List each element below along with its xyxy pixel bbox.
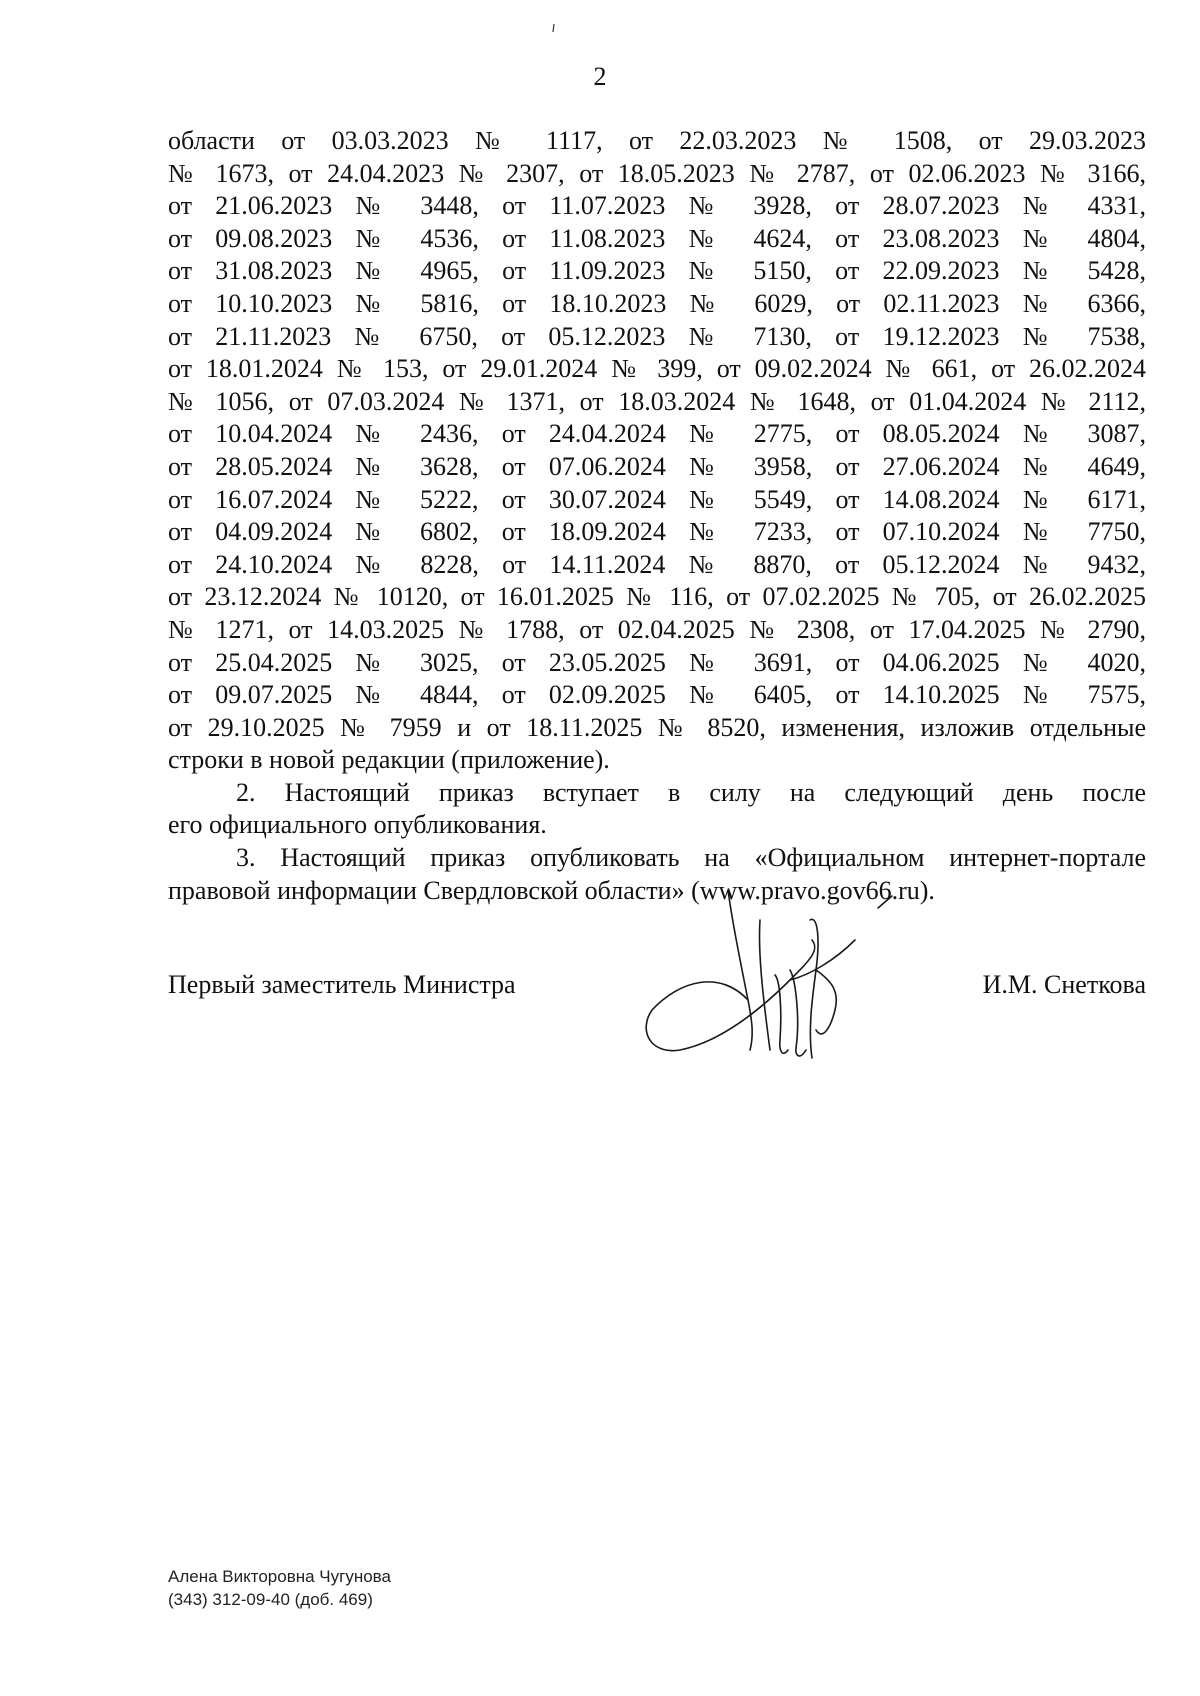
body-line: от 25.04.2025 № 3025, от 23.05.2025 № 3691, от 04.06.2025 № 4020, [168, 647, 1146, 677]
document-body [168, 125, 1146, 907]
signer-position: Первый заместитель Министра [168, 970, 516, 999]
body-line: № 1056, от 07.03.2024 № 1371, от 18.03.2024 № 1648, от 01.04.2024 № 2112, [168, 386, 1146, 416]
body-line: от 23.12.2024 № 10120, от 16.01.2025 № 116, от 07.02.2025 № 705, от 26.02.2025 [168, 582, 1146, 612]
body-line: от 21.06.2023 № 3448, от 11.07.2023 № 3928, от 28.07.2023 № 4331, [168, 191, 1146, 221]
body-line: № 1673, от 24.04.2023 № 2307, от 18.05.2023 № 2787, от 02.06.2023 № 3166, [168, 158, 1146, 188]
body-line: от 31.08.2023 № 4965, от 11.09.2023 № 5150, от 22.09.2023 № 5428, [168, 256, 1146, 286]
page-number: 2 [593, 62, 607, 91]
body-line: строки в новой редакции (приложение). [168, 745, 610, 775]
body-line: от 18.01.2024 № 153, от 29.01.2024 № 399, от 09.02.2024 № 661, от 26.02.2024 [168, 354, 1146, 384]
body-line: от 09.07.2025 № 4844, от 02.09.2025 № 6405, от 14.10.2025 № 7575, [168, 680, 1146, 710]
item-3-line: 3. Настоящий приказ опубликовать на «Официальном интернет-портале [236, 843, 1146, 873]
body-line: области от 03.03.2023 № 1117, от 22.03.2023 № 1508, от 29.03.2023 [168, 126, 1146, 155]
body-line: от 28.05.2024 № 3628, от 07.06.2024 № 3958, от 27.06.2024 № 4649, [168, 451, 1146, 481]
contact-name: Алена Викторовна Чугунова [168, 1567, 391, 1586]
body-line: от 09.08.2023 № 4536, от 11.08.2023 № 4624, от 23.08.2023 № 4804, [168, 223, 1146, 253]
handwritten-signature [640, 880, 940, 1080]
item-2-line: его официального опубликования. [168, 810, 547, 840]
item-2-line: 2. Настоящий приказ вступает в силу на следующий день после [236, 777, 1146, 807]
body-line: от 04.09.2024 № 6802, от 18.09.2024 № 7233, от 07.10.2024 № 7750, [168, 517, 1146, 547]
signer-name: И.М. Снеткова [982, 970, 1146, 999]
contact-phone: (343) 312-09-40 (доб. 469) [168, 1590, 373, 1609]
body-line: от 16.07.2024 № 5222, от 30.07.2024 № 5549, от 14.08.2024 № 6171, [168, 484, 1146, 514]
item-3-line: правовой информации Свердловской области» (www.pravo.gov66.ru). [168, 875, 935, 905]
body-line: от 10.04.2024 № 2436, от 24.04.2024 № 2775, от 08.05.2024 № 3087, [168, 419, 1146, 449]
body-line: от 29.10.2025 № 7959 и от 18.11.2025 № 8520, изменения, изложив отдельные [168, 712, 1146, 742]
contact-block [168, 1565, 391, 1611]
body-line: от 10.10.2023 № 5816, от 18.10.2023 № 6029, от 02.11.2023 № 6366, [168, 288, 1146, 318]
scan-mark [552, 24, 555, 32]
body-line: от 21.11.2023 № 6750, от 05.12.2023 № 7130, от 19.12.2023 № 7538, [168, 321, 1146, 351]
body-line: от 24.10.2024 № 8228, от 14.11.2024 № 8870, от 05.12.2024 № 9432, [168, 549, 1146, 579]
body-line: № 1271, от 14.03.2025 № 1788, от 02.04.2025 № 2308, от 17.04.2025 № 2790, [168, 614, 1146, 644]
